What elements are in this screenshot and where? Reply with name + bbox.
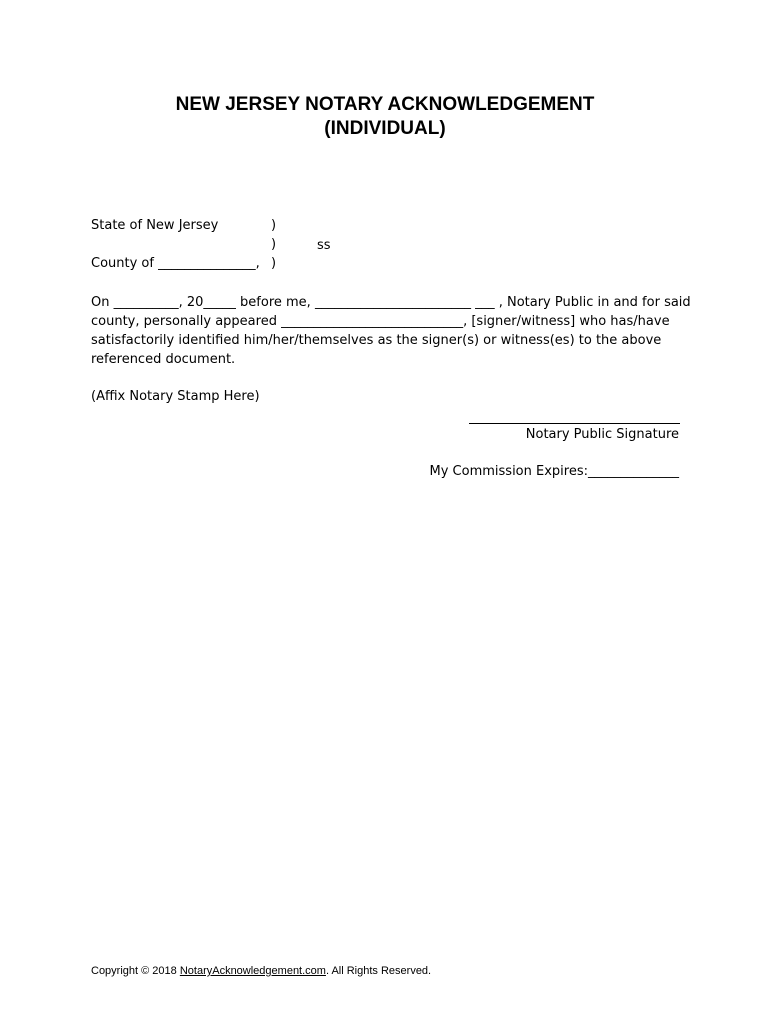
venue-paren-2: ) — [271, 237, 277, 252]
paragraph-line-2: county, personally appeared ____________________________, [signer/witness] who has/have — [91, 314, 670, 329]
copyright-prefix: Copyright © 2018 — [91, 965, 180, 977]
stamp-placeholder: (Affix Notary Stamp Here) — [91, 389, 260, 404]
document-title: NEW JERSEY NOTARY ACKNOWLEDGEMENT — [175, 94, 595, 115]
venue-paren-3: ) — [271, 256, 277, 271]
copyright-footer — [91, 965, 431, 977]
commission-expires: My Commission Expires:______________ — [429, 464, 679, 479]
signature-line — [469, 423, 680, 424]
paragraph-line-3: satisfactorily identified him/her/themselves as the signer(s) or witness(es) to the above — [91, 333, 662, 348]
ss-label: ss — [317, 238, 331, 253]
paragraph-line-4: referenced document. — [91, 352, 236, 367]
county-label: County of _______________, — [91, 256, 260, 271]
paragraph-line-1: On __________, 20_____ before me, ________________________ ___ , Notary Public in and for said — [91, 295, 691, 310]
venue-paren-1: ) — [271, 218, 277, 233]
state-label: State of New Jersey — [91, 218, 219, 233]
copyright-link[interactable]: NotaryAcknowledgement.com — [179, 965, 326, 977]
document-subtitle: (INDIVIDUAL) — [324, 118, 446, 139]
acknowledgement-paragraph — [91, 293, 691, 369]
copyright-suffix: . All Rights Reserved. — [325, 965, 432, 977]
signature-label: Notary Public Signature — [525, 427, 679, 442]
